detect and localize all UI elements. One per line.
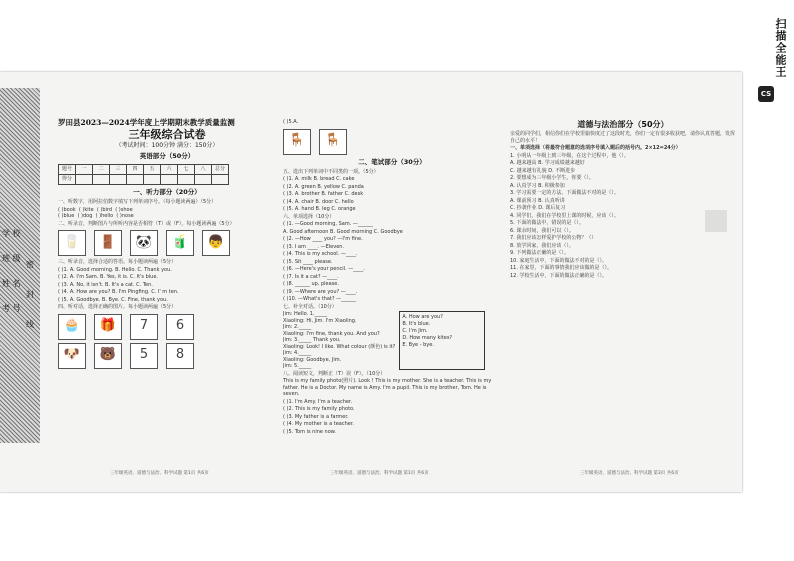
passage: This is my family photo(照片). Look ! This is my mother. She is a teacher. This is my father. He is a Doctor. My name is Amy. I'm a pupil. This is my brother, Tom. He is seven. bbox=[283, 378, 492, 397]
footer-middle: 三年级英语、道德与法治、科学试题 第1页 共6页 bbox=[330, 471, 429, 476]
morality-item: 1. 小明从一年级上到三年级，在这个过程中，他（）。 bbox=[510, 152, 629, 159]
scan-smudge bbox=[705, 210, 727, 232]
morality-item: 9. 下列做法正确的是（）。 bbox=[510, 250, 569, 256]
bear-icon: 🐻 bbox=[94, 343, 122, 369]
footer-right: 三年级英语、道德与法治、科学试题 第3页 共6页 bbox=[580, 471, 679, 476]
morality-intro: 亲爱的同学们，相信你们在学校里愉快度过了这段时光，你们一定有很多收获吧，请你认真答题，发挥自己的水平！ bbox=[510, 131, 736, 144]
english-header: 英语部分（50分） bbox=[139, 152, 195, 160]
q6-item: ( )7. Is it a cat? —____. bbox=[283, 273, 339, 280]
morality-title: 道德与法治部分（50分） bbox=[577, 120, 669, 129]
q6-item: ( )2. —How ____ you? —I'm fine. bbox=[283, 236, 363, 242]
q4-pictures-row2 bbox=[58, 343, 276, 369]
score-table: 题号 一 二 三 四 五 六 七 八 总分 得分 bbox=[58, 164, 229, 185]
question-8: 八、阅读短文，判断正（T）误（F）。（10分） bbox=[283, 370, 386, 377]
q4-pictures-row1 bbox=[58, 314, 276, 340]
q5-item: ( )2. A. green B. yellow C. panda bbox=[283, 183, 364, 190]
juice-icon: 🧃 bbox=[166, 230, 194, 256]
writing-header: 二、笔试部分（30分） bbox=[358, 157, 426, 166]
q3-item: ( )1. A. Good morning. B. Hello. C. Thank you. bbox=[58, 266, 172, 273]
exam-title: 三年级综合试卷 bbox=[128, 128, 206, 141]
morality-item: 6. 课余时间，我们可以（）。 bbox=[510, 227, 574, 234]
morality-item: C. 抄袭作业 D. 课后复习 bbox=[510, 205, 566, 211]
q5-item: ( )4. A. chair B. door C. hello bbox=[283, 198, 354, 205]
question-2: 二、听录音，判断图片与所听内容是否相符（T）或（F），每小题读两遍（5分） bbox=[58, 220, 235, 227]
q1-items: ( )book ( )kite ( )bird ( )shoe ( )blue ( )dog ( )hello ( )nose bbox=[58, 206, 134, 219]
dog-icon: 🐶 bbox=[58, 343, 86, 369]
morality-item: 5. 下面的做法中，错误的是（）。 bbox=[510, 220, 584, 226]
milk-icon: 🥛 bbox=[58, 230, 86, 256]
q5-item: ( )1. A. milk B. bread C. cake bbox=[283, 176, 355, 182]
morality-item: 3. 学习需要一定的方法，下面做法不对的是（）。 bbox=[510, 190, 619, 196]
q5-label: ( )5.A. bbox=[283, 119, 299, 125]
q6-item: ( )6. —Here's your pencil. —____. bbox=[283, 266, 365, 272]
q3-item: ( )3. A. No, it isn't. B. It's a cat. C. Ten. bbox=[58, 281, 153, 288]
options-box: A. How are you? B. It's blue. C. I'm Jim. D. How many kites? E. Bye - bye. bbox=[399, 311, 485, 370]
morality-item: 11. 在家里，下面的事情我们应该做的是（）。 bbox=[510, 265, 613, 271]
q5-item: ( )5. A. hand B. leg C. orange bbox=[283, 206, 356, 212]
desk-icon: 🪑 bbox=[283, 129, 311, 155]
question-1: 一、听数字，用阿拉伯数字填写下列单词序号。（每小题读两遍）（5分） bbox=[58, 199, 217, 205]
dialog: Jim: Hello. 1._____ Xiaoling: Hi, Jim. I'm Xiaoling. Jim: 2._____ Xiaoling: I'm fine, thank you. And you? Jim: 3._____ Thank you. Xiaoling: Look! I like. What colour (颜色) is it? Jim: 4._____ Xiaoling: Goodbye, Jim. Jim: 5._____ bbox=[283, 311, 396, 369]
morality-item: 4. 同学们，我们在学校里上课的时候，应该（）。 bbox=[510, 212, 619, 219]
question-7: 七、补全对话。（10分） bbox=[283, 303, 337, 310]
q2-pictures bbox=[58, 230, 276, 256]
q6-item: A. Good afternoon B. Good morning C. Goodbye bbox=[283, 228, 403, 235]
question-5: 五、选出下列单词中不同类的一项。（5分） bbox=[283, 168, 379, 175]
q3-item: ( )2. A. I'm Sam. B. Yes, it is. C. It's blue. bbox=[58, 274, 158, 280]
exam-no-label: 考 号 bbox=[2, 304, 21, 313]
q8-item: ( )1. I'm Amy. I'm a teacher. bbox=[283, 398, 353, 405]
cake-icon: 🧁 bbox=[58, 314, 86, 340]
q8-item: ( )5. Tom is nine now. bbox=[283, 428, 336, 435]
number-icon: 5 bbox=[130, 343, 158, 369]
morality-part bbox=[510, 118, 736, 463]
q8-item: ( )3. My father is a farmer. bbox=[283, 413, 349, 420]
q3-item: ( )4. A. How are you? B. I'm Pingfing. C. I' m ten. bbox=[58, 289, 179, 295]
exam-heading: 罗田县2023—2024学年度上学期期末教学质量监测 bbox=[58, 118, 235, 127]
q8-item: ( )4. My mother is a teacher. bbox=[283, 421, 355, 427]
name-label: 姓 名 bbox=[2, 279, 21, 288]
boy-icon: 👦 bbox=[202, 230, 230, 256]
morality-q1: 一、单项选择（将最符合题意的选项序号填入题后的括号内。2×12=24分） bbox=[510, 145, 681, 151]
question-3: 三、听录音，选择合适的答语。每小题读两遍（5分） bbox=[58, 259, 177, 265]
morality-item: 2. 要想成为三年级小学生，你要（）。 bbox=[510, 175, 594, 181]
number-icon: 8 bbox=[166, 343, 194, 369]
seal-line-label: 密 封 线 bbox=[26, 260, 34, 329]
morality-item: C. 越来越有礼貌 D. 不断进步 bbox=[510, 167, 576, 174]
question-6: 六、单项选择（10分） bbox=[283, 213, 335, 220]
panda-icon: 🐼 bbox=[130, 230, 158, 256]
english-part-1 bbox=[58, 118, 276, 463]
listening-header: 一、听力部分（20分） bbox=[133, 188, 201, 196]
q6-item: ( )10. —What's that? —______ bbox=[283, 296, 357, 302]
morality-item: A. 认真学习 B. 积极参加 bbox=[510, 182, 565, 189]
q8-item: ( )2. This is my family photo. bbox=[283, 406, 355, 412]
q6-item: ( )9. —Where are you? —____. bbox=[283, 288, 358, 295]
desk-icon: 🪑 bbox=[319, 129, 347, 155]
gift-icon: 🎁 bbox=[94, 314, 122, 340]
q6-item: ( )8. ______ up, please. bbox=[283, 281, 339, 287]
morality-item: 12. 学校生活中，下面的做法正确的是（）。 bbox=[510, 272, 608, 279]
q6-item: ( )1. —Good morning, Sam. —______ bbox=[283, 221, 373, 227]
footer-left: 三年级英语、道德与法治、科学试题 第1页 共6页 bbox=[110, 471, 209, 476]
q3-item: ( )5. A. Goodbye. B. Bye. C. Fine, thank you. bbox=[58, 296, 168, 303]
morality-item: A. 越来越高 B. 学习成绩越来越好 bbox=[510, 160, 585, 166]
door-icon: 🚪 bbox=[94, 230, 122, 256]
english-part-2 bbox=[283, 118, 501, 463]
q6-item: ( )5. Sit ____ please. bbox=[283, 258, 333, 265]
number-card-icon: 6 bbox=[166, 314, 194, 340]
q6-item: ( )4. This is my school. —____. bbox=[283, 251, 358, 257]
class-label: 班 级 bbox=[2, 254, 21, 263]
q5-item: ( )3. A. brother B. father C. desk bbox=[283, 191, 364, 197]
camscanner-logo-icon: CS bbox=[758, 86, 774, 102]
numbers-icon: 7 bbox=[130, 314, 158, 340]
morality-item: 10. 家庭生活中，下面的做法不对的是（）。 bbox=[510, 257, 608, 264]
morality-item: A. 课前预习 B. 认真听讲 bbox=[510, 197, 565, 204]
camscanner-watermark: 扫描全能王 bbox=[774, 18, 787, 78]
desk-pictures bbox=[283, 129, 501, 155]
morality-item: 7. 我们应该怎样爱护学校的公物？（） bbox=[510, 235, 597, 241]
school-label: 学 校 bbox=[2, 229, 21, 238]
time-score: （考试时间：100分钟 满分：150分） bbox=[115, 142, 219, 149]
morality-item: 8. 放学回家，我们应该（）。 bbox=[510, 242, 574, 249]
q6-item: ( )3. I am ____. —Eleven. bbox=[283, 243, 345, 250]
question-4: 四、听对话，选择正确的图片。每小题读两遍（5分） bbox=[58, 304, 177, 310]
